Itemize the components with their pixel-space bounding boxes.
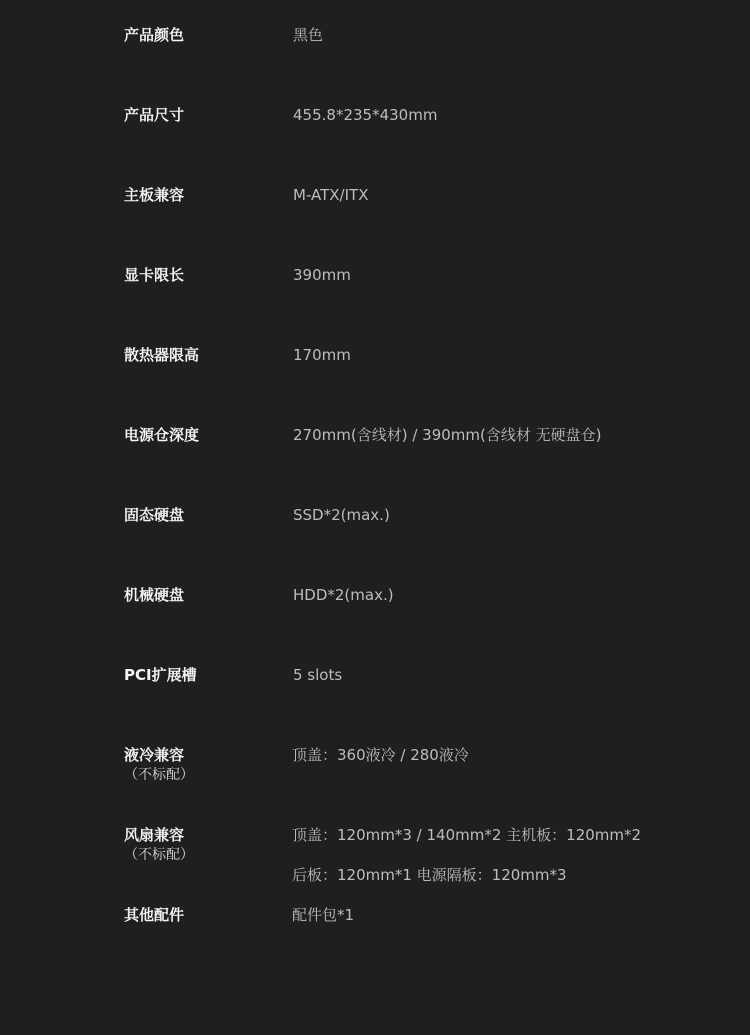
spec-label: 机械硬盘 <box>124 586 185 604</box>
spec-value: 170mm <box>293 346 351 364</box>
spec-label: 其他配件 <box>124 906 185 924</box>
spec-label-main: 液冷兼容 <box>124 746 185 764</box>
spec-label: 主板兼容 <box>124 186 185 204</box>
spec-value-line-2: 后板：120mm*1 电源隔板：120mm*3 <box>292 866 567 884</box>
spec-label: 显卡限长 <box>124 266 185 284</box>
spec-value: 390mm <box>293 266 351 284</box>
spec-value <box>292 825 732 885</box>
spec-value: 5 slots <box>293 666 343 684</box>
spec-label-note: （不标配） <box>124 847 194 863</box>
spec-label: PCI扩展槽 <box>124 666 197 684</box>
spec-label-note: （不标配） <box>124 767 194 783</box>
spec-value: M-ATX/ITX <box>293 186 369 204</box>
spec-value-line-1: 顶盖：120mm*3 / 140mm*2 主机板：120mm*2 <box>292 826 642 844</box>
spec-value: 配件包*1 <box>292 906 355 924</box>
spec-value: 270mm(含线材) / 390mm(含线材 无硬盘仓) <box>293 426 602 444</box>
spec-label: 电源仓深度 <box>124 426 200 444</box>
spec-value: HDD*2(max.) <box>293 586 394 604</box>
spec-label-main: 风扇兼容 <box>124 826 185 844</box>
spec-label: 散热器限高 <box>124 346 200 364</box>
spec-label: 产品尺寸 <box>124 106 185 124</box>
spec-label <box>124 745 284 785</box>
spec-label: 产品颜色 <box>124 26 185 44</box>
spec-value: 455.8*235*430mm <box>293 106 438 124</box>
spec-value: 顶盖：360液冷 / 280液冷 <box>292 746 469 764</box>
spec-label <box>124 825 284 865</box>
spec-label: 固态硬盘 <box>124 506 185 524</box>
spec-value: SSD*2(max.) <box>293 506 390 524</box>
spec-value: 黑色 <box>293 26 324 44</box>
